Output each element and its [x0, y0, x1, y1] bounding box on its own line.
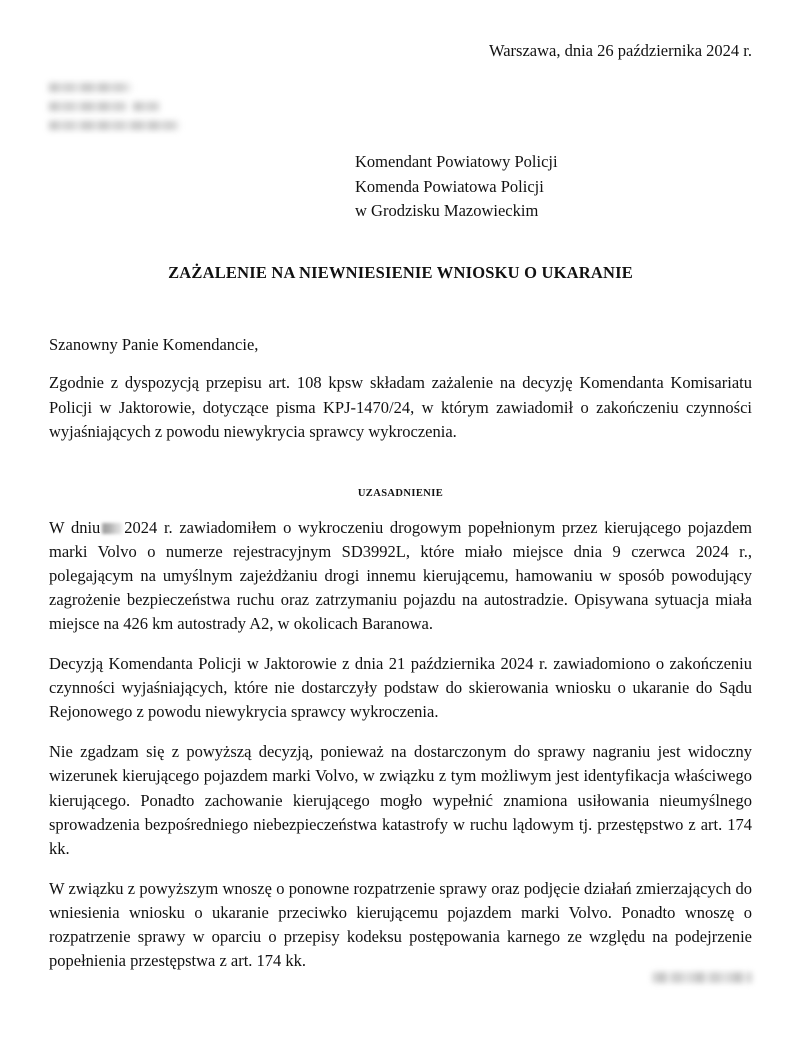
redacted-sender-row-2 [49, 102, 249, 121]
redacted-sender-line-2 [49, 102, 127, 111]
redacted-date-inline [102, 523, 122, 534]
addressee-block [355, 150, 752, 223]
paragraph-1-text-before: W dniu [49, 517, 101, 537]
justification-paragraph-4: W związku z powyższym wnoszę o ponowne rozpatrzenie sprawy oraz podjęcie działań zmierzających do wniesienia wniosku o ukaranie przeciwko kierującemu pojazdem marki Volvo. Ponadto wnoszę o rozpatrzenie sprawy w oparciu o przepisy kodeksu postępowania karnego ze względu na podejrzenie popełnienia przestępstwa z art. 174 kk. [49, 878, 752, 970]
paragraph-1-text-after: 2024 r. zawiadomiłem o wykroczeniu drogowym popełnionym przez kierującego pojazdem marki Volvo o numerze rejestracyjnym SD3992L, które miało miejsce dnia 9 czerwca 2024 r., polegającym na umyślnym zajeżdżaniu drogi innemu kierującemu, hamowaniu w sposób powodujący zagrożenie bezpieczeństwa ruchu oraz zatrzymaniu pojazdu na autostradzie. Opisywana sytuacja miała miejsce na 426 km autostrady A2, w okolicach Baranowa. [49, 517, 752, 634]
addressee-line-1: Komendant Powiatowy Policji [355, 152, 558, 172]
redacted-sender-line-2b [133, 102, 159, 111]
justification-paragraphs [49, 516, 752, 973]
redacted-signature [652, 972, 752, 983]
salutation: Szanowny Panie Komendancie, [49, 335, 259, 355]
justification-paragraph-1 [49, 516, 752, 636]
justification-paragraph-2: Decyzją Komendanta Policji w Jaktorowie z dnia 21 października 2024 r. zawiadomiono o zakończeniu czynności wyjaśniających, które nie dostarczyły podstaw do skierowania wniosku o ukaranie do Sądu Rejonowego z powodu niewykrycia sprawcy wykroczenia. [49, 654, 752, 722]
redacted-sender-line-3 [49, 121, 179, 130]
document-title: ZAŻALENIE NA NIEWNIESIENIE WNIOSKU O UKARANIE [168, 263, 633, 283]
redacted-sender-line-1 [49, 83, 131, 92]
justification-paragraph-3: Nie zgadzam się z powyższą decyzją, ponieważ na dostarczonym do sprawy nagraniu jest widoczny wizerunek kierującego pojazdem marki Volvo, w związku z tym możliwym jest identyfikacja właściwego kierującego. Ponadto zachowanie kierującego mogło wypełnić znamiona usiłowania nieumyślnego sprowadzenia bezpośredniego niebezpieczeństwa katastrofy w ruchu lądowym tj. przestępstwo z art. 174 kk. [49, 742, 752, 858]
intro-paragraph: Zgodnie z dyspozycją przepisu art. 108 kpsw składam zażalenie na decyzję Komendanta Komisariatu Policji w Jaktorowie, dotyczące pisma KPJ-1470/24, w którym zawiadomił o zakończeniu czynności wyjaśniających z powodu niewykrycia sprawcy wykroczenia. [49, 373, 752, 441]
document-content [49, 0, 752, 973]
signature-block-redacted [640, 972, 752, 983]
addressee-line-3: w Grodzisku Mazowieckim [355, 201, 539, 221]
date-line: Warszawa, dnia 26 października 2024 r. [488, 41, 752, 60]
section-heading-uzasadnienie: UZASADNIENIE [357, 487, 444, 499]
sender-address-block-redacted [49, 83, 249, 130]
addressee-line-2: Komenda Powiatowa Policji [355, 176, 544, 196]
